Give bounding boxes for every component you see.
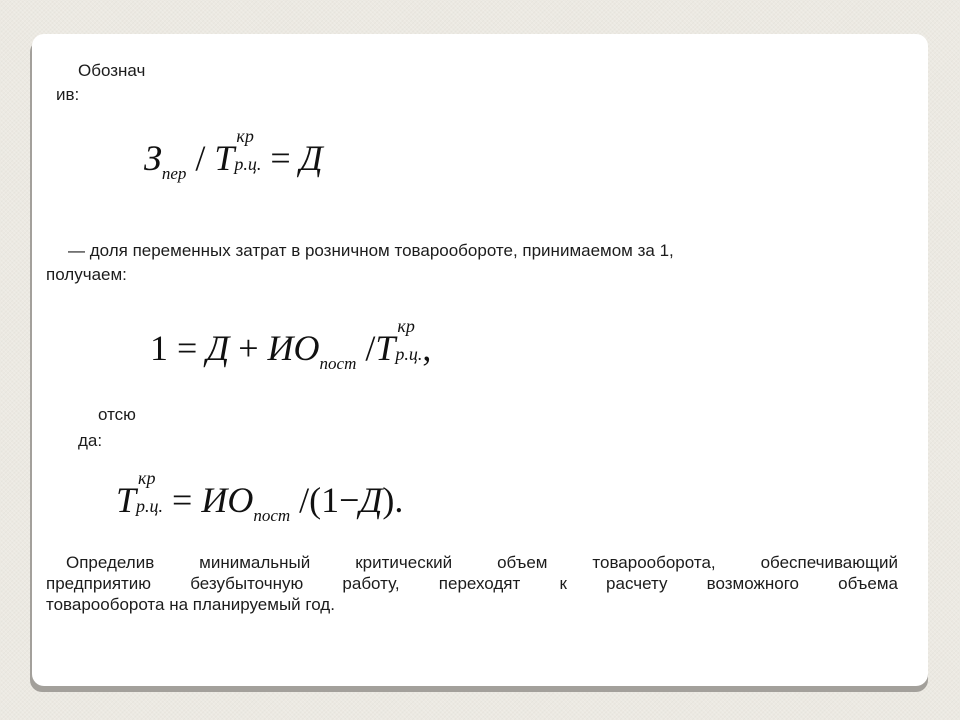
desc-line1: — доля переменных затрат в розничном товарообороте, принимаемом за 1, [68, 241, 674, 260]
formula1-t-scripts [234, 126, 262, 179]
formula3-t-sup: кр [138, 468, 156, 488]
formula2-tail: , [422, 328, 432, 368]
formula3-t-sub: р.ц. [136, 496, 164, 516]
formula3-io: ИО [201, 480, 254, 520]
conclusion-paragraph [46, 552, 898, 615]
formula2-lhs: 1 [150, 328, 168, 368]
formula2-io-sub: пост [319, 354, 357, 373]
formula3-rest-open: /(1 [299, 480, 340, 520]
formula2-t-scripts [395, 316, 423, 369]
formula1-t-sup: кр [236, 126, 254, 146]
conclusion-line1: Определив минимальный критический объем товарооборота, обеспечивающий [66, 553, 898, 572]
formula2-eq: = [177, 328, 198, 368]
formula3-minus: − [339, 480, 360, 520]
formula3-t-scripts [136, 468, 164, 521]
formula3-eq: = [172, 480, 193, 520]
conclusion-line2: предприятию безубыточную работу, переходят к расчету возможного объема [46, 574, 898, 593]
label-oboznach: Обознач [78, 61, 146, 80]
label-iv: ив: [56, 85, 80, 104]
formula1-base-sub: пер [161, 164, 187, 183]
formula3-t: Т [116, 480, 137, 520]
formula3-io-sub: пост [253, 506, 291, 525]
formula1-op: / [195, 138, 206, 178]
formula2-t-sup: кр [397, 316, 415, 336]
formula3-rest-close: ). [382, 480, 404, 520]
formula-balance [150, 316, 432, 374]
formula2-io: ИО [267, 328, 320, 368]
label-da: да: [78, 431, 103, 450]
conclusion-line3: товарооборота на планируемый год. [46, 595, 335, 614]
formula2-plus: + [238, 328, 259, 368]
formula3-d: Д [359, 480, 383, 520]
formula-critical-turnover [116, 468, 404, 526]
formula2-d: Д [206, 328, 230, 368]
formula1-rhs: Д [299, 138, 323, 178]
desc-line2: получаем: [46, 265, 127, 284]
label-otsyu: отсю [98, 405, 136, 424]
formula1-base: З [144, 138, 162, 178]
formula2-t: Т [375, 328, 396, 368]
formula2-t-sub: р.ц. [395, 344, 423, 364]
formula1-eq: = [270, 138, 291, 178]
formula1-t: Т [214, 138, 235, 178]
formula2-op: / [365, 328, 376, 368]
formula-variable-cost-share [144, 126, 323, 184]
formula1-t-sub: р.ц. [234, 154, 262, 174]
